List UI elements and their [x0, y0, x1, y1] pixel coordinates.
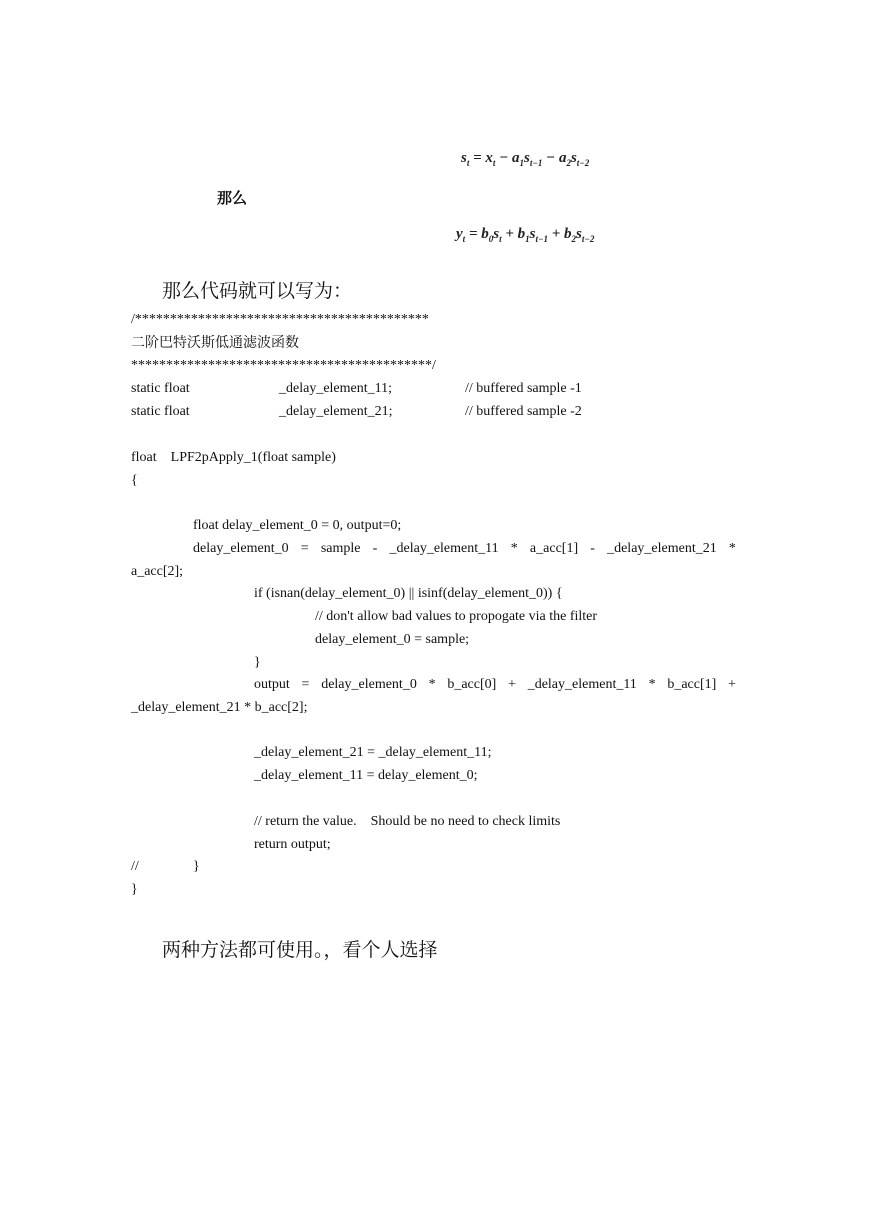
decl2-comment: // buffered sample -2: [465, 404, 582, 419]
code-token: sample: [320, 541, 361, 556]
code-token: b_acc[1]: [667, 677, 717, 692]
eq-sub: t: [466, 158, 470, 168]
decl1-name: _delay_element_11;: [279, 381, 392, 396]
eq-term: s: [576, 226, 582, 242]
eq-sub: t: [462, 234, 466, 244]
line-if-close: }: [254, 655, 261, 670]
line-return-comment: // return the value. Should be no need to check limits: [254, 814, 561, 829]
code-token: +: [728, 677, 736, 692]
decl2-type: static float: [131, 404, 190, 419]
eq-term: x: [485, 150, 493, 166]
code-token: =: [300, 541, 309, 556]
line-calc-b: a_acc[2];: [131, 564, 184, 579]
eq-term: s: [461, 150, 467, 166]
eq-term: b: [481, 226, 489, 242]
code-token: output: [254, 677, 290, 692]
eq-op: +: [547, 226, 565, 242]
eq-term: a: [512, 150, 520, 166]
line-if-assign: delay_element_0 = sample;: [315, 632, 470, 647]
comment-open: /******************************************: [131, 312, 429, 327]
eq-sub: t: [499, 234, 502, 244]
code-token: a_acc[1]: [529, 541, 579, 556]
code-token: *: [510, 541, 518, 556]
code-token: =: [301, 677, 310, 692]
eq-op: −: [495, 150, 513, 166]
eq-op: =: [469, 150, 486, 166]
code-token: _delay_element_21: [607, 541, 717, 556]
line-init: float delay_element_0 = 0, output=0;: [193, 518, 402, 533]
eq-sub: t: [492, 158, 496, 168]
eq-op: =: [465, 226, 482, 242]
eq-term: s: [570, 150, 577, 166]
code-token: *: [728, 541, 736, 556]
equation-output: [456, 226, 594, 244]
line-commented-slash: //: [131, 859, 139, 874]
intro-text: 那么代码就可以写为：: [162, 280, 353, 302]
code-token: delay_element_0: [193, 541, 289, 556]
code-token: +: [508, 677, 516, 692]
label-then: 那么: [217, 189, 248, 207]
comment-close: *******************************************/: [131, 358, 436, 373]
eq-term: s: [524, 150, 530, 166]
line-out-b: _delay_element_21 * b_acc[2];: [131, 700, 308, 715]
line-calc-a: [193, 541, 736, 557]
outro-text: 两种方法都可使用。，看个人选择: [162, 939, 438, 961]
brace-close: }: [131, 882, 138, 897]
eq-sub: 1: [519, 158, 525, 168]
line-if-comment: // don't allow bad values to propogate via the filter: [315, 609, 598, 624]
decl1-type: static float: [131, 381, 190, 396]
code-token: b_acc[0]: [447, 677, 497, 692]
eq-op: −: [542, 150, 559, 166]
eq-sub: t−2: [576, 158, 590, 168]
eq-sub: 0: [488, 234, 494, 244]
code-token: delay_element_0: [321, 677, 417, 692]
comment-title: 二阶巴特沃斯低通滤波函数: [131, 335, 299, 351]
code-token: _delay_element_11: [527, 677, 637, 692]
code-token: _delay_element_11: [389, 541, 499, 556]
code-token: -: [590, 541, 595, 556]
func-signature: float LPF2pApply_1(float sample): [131, 450, 336, 465]
line-return: return output;: [254, 837, 331, 852]
eq-sub: 2: [571, 234, 577, 244]
eq-term: y: [456, 226, 463, 242]
eq-term: b: [517, 226, 526, 242]
code-token: *: [648, 677, 656, 692]
brace-open: {: [131, 473, 138, 488]
eq-term: s: [493, 226, 500, 242]
line-if: if (isnan(delay_element_0) || isinf(delay_element_0)) {: [254, 586, 563, 601]
eq-term: a: [558, 150, 567, 166]
eq-sub: t−1: [535, 234, 548, 244]
eq-op: +: [501, 226, 518, 242]
decl2-name: _delay_element_21;: [279, 404, 393, 419]
line-commented-brace: }: [193, 859, 200, 874]
code-token: *: [428, 677, 436, 692]
decl1-comment: // buffered sample -1: [465, 381, 582, 396]
eq-sub: 2: [566, 158, 571, 168]
eq-sub: t−1: [529, 158, 543, 168]
eq-term: s: [529, 226, 536, 242]
line-out-a: [254, 677, 736, 693]
eq-sub: t−2: [581, 234, 595, 244]
line-shift1: _delay_element_21 = _delay_element_11;: [254, 745, 492, 760]
eq-sub: 1: [525, 234, 530, 244]
eq-term: b: [564, 226, 572, 242]
code-token: -: [372, 541, 378, 556]
line-shift2: _delay_element_11 = delay_element_0;: [254, 768, 478, 783]
equation-state: [461, 150, 589, 168]
